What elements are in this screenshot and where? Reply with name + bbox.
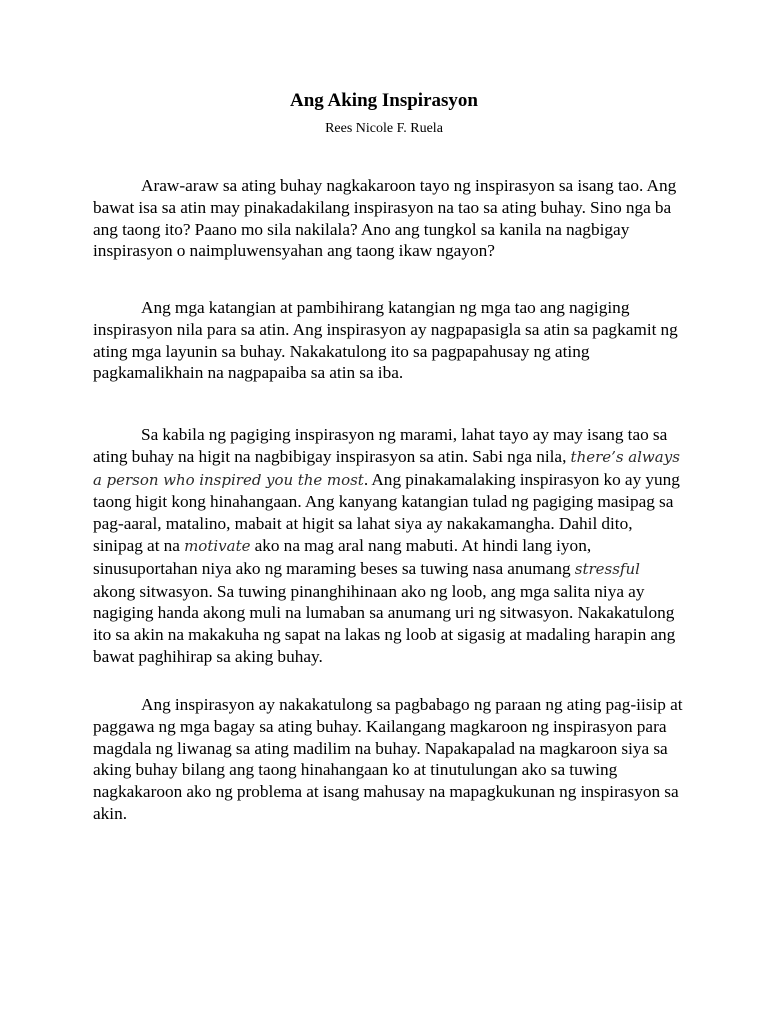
paragraph-2: Ang mga katangian at pambihirang katangian ng mga tao ang nagiging inspirasyon nila para sa atin. Ang inspirasyon ay nagpapasigla sa atin sa pagkamit ng ating mga layunin sa buhay. Nakakatulong ito sa pagpapahusay ng ating pagkamalikhain na nagpapaiba sa atin sa iba. <box>93 298 678 383</box>
paragraph-3-text-3: ako na mag aral nang mabuti. At hindi lang iyon, sinusuportahan niya ako ng maraming beses sa tuwing nasa anumang <box>93 535 592 578</box>
paragraph-3-italic-quote: there’s always a person who inspired you the most <box>93 447 680 489</box>
author-name: Rees Nicole F. Ruela <box>325 121 443 136</box>
paragraph-3 <box>93 424 683 668</box>
paragraph-3-text-2: . Ang pinakamalaking inspirasyon ko ay yung taong higit kong hinahangaan. Ang kanyang katangian tulad ng pagiging masipag sa pag-aaral, matalino, mabait at higit sa lahat siya ay nakakamangha. Dahil dito, sinipag at na <box>93 469 680 555</box>
paragraph-3-text-4: akong sitwasyon. Sa tuwing pinanghihinaan ako ng loob, ang mga salita niya ay nagiging handa akong muli na lumaban sa anumang uri ng sitwasyon. Nakakatulong ito sa akin na makakuha ng sapat na lakas ng loob at sigasig at madaling harapin ang bawat paghihirap sa aking buhay. <box>93 581 676 666</box>
paragraph-1: Araw-araw sa ating buhay nagkakaroon tayo ng inspirasyon sa isang tao. Ang bawat isa sa atin may pinakadakilang inspirasyon na tao sa ating buhay. Sino nga ba ang taong ito? Paano mo sila nakilala? Ano ang tungkol sa kanila na nagbigay inspirasyon o naimpluwensyahan ang taong ikaw ngayon? <box>93 176 677 261</box>
paragraph-3-italic-motivate: motivate <box>184 536 251 555</box>
paragraph-4: Ang inspirasyon ay nakakatulong sa pagbabago ng paraan ng ating pag-iisip at paggawa ng mga bagay sa ating buhay. Kailangang magkaroon ng inspirasyon para magdala ng liwanag sa ating madilim na buhay. Napakapalad na magkaroon siya sa aking buhay bilang ang taong hinahangaan ko at tinutulungan ako sa tuwing nagkakaroon ako ng problema at isang mahusay na mapagkukunan ng inspirasyon sa akin. <box>93 695 683 823</box>
paragraph-3-italic-stressful: stressful <box>574 559 640 578</box>
document-title: Ang Aking Inspirasyon <box>290 90 478 111</box>
paragraph-3-text-1: Sa kabila ng pagiging inspirasyon ng marami, lahat tayo ay may isang tao sa ating buhay na higit na nagbibigay inspirasyon sa atin. Sabi nga nila, <box>93 425 668 466</box>
